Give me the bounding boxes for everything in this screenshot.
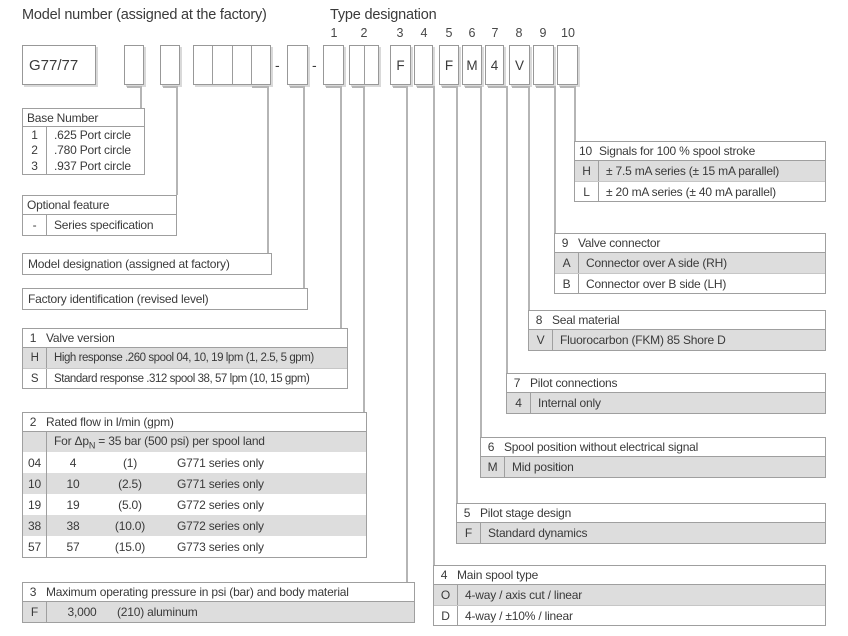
table-row xyxy=(23,158,144,174)
type-box-10-cell xyxy=(558,46,577,84)
table-row xyxy=(23,452,366,473)
table-row xyxy=(481,457,825,477)
table-row xyxy=(575,161,825,181)
table-row xyxy=(507,393,825,413)
spool-position-table xyxy=(480,437,826,478)
connector-line xyxy=(536,86,555,88)
connector-line xyxy=(127,86,141,88)
rated-flow-table xyxy=(22,412,367,558)
table-row xyxy=(23,473,366,494)
digit-label-10: 10 xyxy=(561,26,575,40)
row-text: 4-way / ±10% / linear xyxy=(465,608,573,623)
table-header xyxy=(457,504,825,523)
row-text: Standard dynamics xyxy=(488,526,588,540)
connector-line xyxy=(442,86,457,88)
connector-line xyxy=(252,86,268,88)
table-row xyxy=(23,536,366,557)
table-number: 10 xyxy=(579,144,592,158)
table-header xyxy=(23,583,414,602)
table-header xyxy=(23,196,176,215)
table-title: Spool position without electrical signal xyxy=(504,440,699,454)
connector-line xyxy=(163,86,177,88)
valve-connector-table xyxy=(554,233,826,294)
table-row xyxy=(23,368,347,388)
row-key: H xyxy=(23,348,47,368)
connector-line xyxy=(417,86,434,88)
table-title: Rated flow in l/min (gpm) xyxy=(46,415,174,429)
table-number: 8 xyxy=(535,313,543,327)
connector-line xyxy=(303,86,305,288)
connector-line xyxy=(465,86,481,88)
table-title: Pilot connections xyxy=(530,376,618,390)
connector-line xyxy=(352,86,364,88)
type-box-10 xyxy=(557,45,578,85)
table-number: 1 xyxy=(29,331,37,345)
connector-line xyxy=(290,86,304,88)
digit-label-5: 5 xyxy=(445,26,453,40)
optional-feature-table xyxy=(22,195,177,236)
type-box-2-cell-1 xyxy=(350,46,365,84)
type-box-3-value: F xyxy=(396,57,405,73)
table-row xyxy=(529,330,825,350)
signals-table xyxy=(574,141,826,202)
table-header xyxy=(481,438,825,457)
type-box-2 xyxy=(349,45,379,85)
code-dash-1: - xyxy=(275,57,280,73)
table-row xyxy=(23,127,144,143)
digit-label-9: 9 xyxy=(539,26,547,40)
row-key: B xyxy=(555,274,579,293)
row-key: M xyxy=(481,457,505,477)
subheader-pre: For Δp xyxy=(54,433,89,448)
base-number-box xyxy=(124,45,144,85)
table-number: 6 xyxy=(487,440,495,454)
factory-identification-cell xyxy=(288,46,307,84)
seal-material-table xyxy=(528,310,826,351)
connector-line xyxy=(433,86,435,565)
row-text: 4-way / axis cut / linear xyxy=(465,588,583,602)
connector-line xyxy=(393,86,407,88)
series-note: G771 series only xyxy=(177,455,264,470)
connector-line xyxy=(176,86,178,195)
max-pressure-table xyxy=(22,582,415,623)
type-box-5-value: F xyxy=(444,57,454,73)
label-text: Model designation (assigned at factory) xyxy=(28,257,230,271)
row-key: 2 xyxy=(23,143,47,159)
row-key: H xyxy=(575,161,599,181)
row-text: ± 7.5 mA series (± 15 mA parallel) xyxy=(606,164,780,178)
connector-line xyxy=(140,86,142,108)
model-designation-cell-3 xyxy=(233,46,252,84)
digit-label-6: 6 xyxy=(468,26,476,40)
pressure-psi: 3,000 xyxy=(67,605,97,619)
factory-identification-box xyxy=(287,45,308,85)
main-spool-type-table xyxy=(433,565,826,626)
table-header xyxy=(555,234,825,253)
model-designation-label-box xyxy=(22,253,272,275)
row-text: (210) aluminum xyxy=(117,605,198,619)
code-dash-2: - xyxy=(312,57,317,73)
flow-lpm: 57 xyxy=(66,539,80,554)
row-text: Mid position xyxy=(512,460,574,474)
table-title: Pilot stage design xyxy=(480,506,572,520)
table-row xyxy=(434,605,825,625)
flow-lpm: 38 xyxy=(66,518,80,533)
row-key: 1 xyxy=(23,127,47,143)
type-designation-heading: Type designation xyxy=(330,7,437,23)
connector-line xyxy=(326,86,341,88)
table-title: Valve version xyxy=(46,331,115,345)
connector-line xyxy=(528,86,530,310)
table-title: Main spool type xyxy=(457,568,539,582)
connector-line xyxy=(363,86,365,412)
table-title: Valve connector xyxy=(578,236,661,250)
table-row xyxy=(575,181,825,201)
flow-gpm: (15.0) xyxy=(114,539,146,554)
row-key xyxy=(23,432,47,452)
digit-label-7: 7 xyxy=(491,26,499,40)
table-row xyxy=(23,515,366,536)
row-key: 4 xyxy=(507,393,531,413)
table-header xyxy=(529,311,825,330)
row-key: 19 xyxy=(23,494,47,515)
table-header xyxy=(434,566,825,585)
connector-line xyxy=(480,86,482,437)
model-designation-cell-1 xyxy=(194,46,213,84)
flow-lpm: 10 xyxy=(66,476,80,491)
table-header xyxy=(575,142,825,161)
subheader-subscript: N xyxy=(88,440,96,451)
type-box-3 xyxy=(390,45,411,85)
table-row xyxy=(23,348,347,368)
table-number: 3 xyxy=(29,585,37,599)
subheader-post: = 35 bar (500 psi) per spool land xyxy=(95,433,265,448)
base-model-box xyxy=(22,45,96,85)
row-key: V xyxy=(529,330,553,350)
table-title: Optional feature xyxy=(27,198,110,212)
row-text: Connector over A side (RH) xyxy=(586,256,727,270)
type-box-6 xyxy=(462,45,482,85)
table-row xyxy=(555,253,825,273)
connector-line xyxy=(406,86,408,582)
series-note: G771 series only xyxy=(177,476,264,491)
series-note: G772 series only xyxy=(177,497,264,512)
row-text: Standard response .312 spool 38, 57 lpm (10, 15 gpm) xyxy=(54,372,310,385)
optional-feature-box xyxy=(160,45,180,85)
row-key: L xyxy=(575,182,599,201)
table-number: 7 xyxy=(513,376,521,390)
row-key: 3 xyxy=(23,158,47,174)
digit-label-2: 2 xyxy=(360,26,368,40)
table-header xyxy=(23,109,144,127)
row-text: .780 Port circle xyxy=(54,143,131,158)
type-box-7-value: 4 xyxy=(490,57,499,73)
row-key: - xyxy=(23,215,47,235)
type-box-2-cell-2 xyxy=(365,46,379,84)
base-model-value: G77/77 xyxy=(29,56,79,74)
connector-line xyxy=(512,86,529,88)
model-designation-cell-2 xyxy=(213,46,232,84)
factory-identification-label-box xyxy=(22,288,308,310)
row-key: 10 xyxy=(23,473,47,494)
connector-line xyxy=(554,86,556,233)
row-key: O xyxy=(434,585,458,605)
table-number: 5 xyxy=(463,506,471,520)
type-box-1-cell xyxy=(324,46,343,84)
table-number: 4 xyxy=(440,568,448,582)
table-header xyxy=(23,413,366,432)
table-row xyxy=(434,585,825,605)
flow-gpm: (10.0) xyxy=(114,518,146,533)
optional-feature-cell xyxy=(161,46,179,84)
connector-line xyxy=(560,86,575,88)
table-row xyxy=(23,494,366,515)
table-row xyxy=(457,523,825,543)
connector-line xyxy=(574,86,576,141)
row-key: S xyxy=(23,369,47,388)
table-row xyxy=(555,273,825,293)
table-row xyxy=(23,215,176,235)
connector-line xyxy=(488,86,507,88)
digit-label-3: 3 xyxy=(396,26,404,40)
type-box-9-cell xyxy=(534,46,553,84)
row-text: ± 20 mA series (± 40 mA parallel) xyxy=(606,184,776,199)
model-number-heading: Model number (assigned at the factory) xyxy=(22,7,267,23)
row-text: Fluorocarbon (FKM) 85 Shore D xyxy=(560,333,726,347)
row-key: D xyxy=(434,606,458,625)
series-note: G773 series only xyxy=(177,539,264,554)
base-number-table xyxy=(22,108,145,175)
row-key: F xyxy=(23,602,47,622)
digit-label-8: 8 xyxy=(515,26,523,40)
table-number: 9 xyxy=(561,236,569,250)
row-text: Internal only xyxy=(538,396,601,410)
row-key: 38 xyxy=(23,515,47,536)
flow-gpm: (5.0) xyxy=(118,497,142,512)
type-box-1 xyxy=(323,45,344,85)
type-box-6-value: M xyxy=(466,57,478,73)
model-designation-box xyxy=(193,45,271,85)
type-box-9 xyxy=(533,45,554,85)
valve-version-table xyxy=(22,328,348,389)
type-box-8-value: V xyxy=(514,57,524,73)
flow-gpm: (1) xyxy=(122,455,138,470)
row-text: Connector over B side (LH) xyxy=(586,276,727,291)
subheader-text xyxy=(47,434,265,450)
type-box-7 xyxy=(485,45,504,85)
table-title: Seal material xyxy=(552,313,620,327)
connector-line xyxy=(340,86,342,328)
row-text: .625 Port circle xyxy=(54,127,131,142)
table-title: Maximum operating pressure in psi (bar) and body material xyxy=(46,585,349,599)
table-row xyxy=(23,143,144,159)
row-key: 04 xyxy=(23,452,47,473)
digit-label-1: 1 xyxy=(330,26,338,40)
table-title: Signals for 100 % spool stroke xyxy=(598,144,756,158)
row-key: A xyxy=(555,253,579,273)
pilot-connections-table xyxy=(506,373,826,414)
row-key: 57 xyxy=(23,536,47,557)
type-box-5 xyxy=(439,45,459,85)
row-text: Series specification xyxy=(54,218,154,232)
digit-label-4: 4 xyxy=(420,26,428,40)
connector-line xyxy=(456,86,458,503)
flow-lpm: 4 xyxy=(69,455,77,470)
flow-lpm: 19 xyxy=(66,497,80,512)
table-row xyxy=(23,602,414,622)
row-text: High response .260 spool 04, 10, 19 lpm (1, 2.5, 5 gpm) xyxy=(54,352,314,364)
type-box-4 xyxy=(414,45,433,85)
pilot-stage-design-table xyxy=(456,503,826,544)
series-note: G772 series only xyxy=(177,518,264,533)
row-key: F xyxy=(457,523,481,543)
label-text: Factory identification (revised level) xyxy=(28,292,209,306)
connector-line xyxy=(267,86,269,253)
table-header xyxy=(23,329,347,348)
type-box-8 xyxy=(509,45,530,85)
table-number: 2 xyxy=(29,415,37,429)
model-designation-cell-4 xyxy=(252,46,270,84)
table-header xyxy=(507,374,825,393)
base-number-cell xyxy=(125,46,143,84)
flow-gpm: (2.5) xyxy=(118,476,142,491)
type-box-4-cell xyxy=(415,46,432,84)
table-title: Base Number xyxy=(27,110,99,125)
connector-line xyxy=(506,86,508,373)
table-subheader-row xyxy=(23,432,366,452)
row-text: .937 Port circle xyxy=(54,158,131,173)
